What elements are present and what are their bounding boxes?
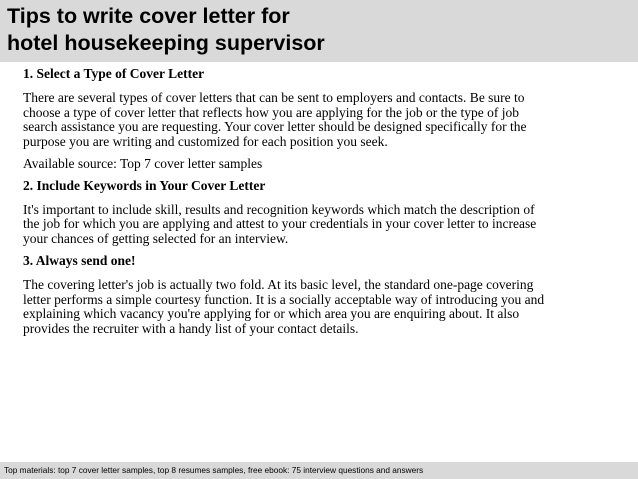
section-paragraph bbox=[23, 278, 623, 337]
paragraph-line: It's important to include skill, results and recognition keywords which match the description of bbox=[23, 201, 535, 217]
paragraph-line: provides the recruiter with a handy list of your contact details. bbox=[23, 321, 359, 337]
section-paragraph bbox=[23, 91, 623, 150]
section-include-keywords bbox=[23, 179, 623, 247]
paragraph-line: purpose you are writing and customized for each position you seek. bbox=[23, 134, 388, 150]
paragraph-line: The covering letter's job is actually two fold. At its basic level, the standard one-page covering bbox=[23, 276, 534, 292]
paragraph-line: your chances of getting selected for an interview. bbox=[23, 231, 289, 247]
footer-text: Top materials: top 7 cover letter samples, top 8 resumes samples, free ebook: 75 interview questions and answers bbox=[4, 465, 424, 475]
section-select-type bbox=[23, 67, 623, 172]
slide-body bbox=[23, 67, 623, 344]
section-always-send bbox=[23, 254, 623, 337]
section-heading: 2. Include Keywords in Your Cover Letter bbox=[23, 177, 266, 193]
slide-title bbox=[7, 3, 325, 57]
paragraph-line: search assistance you are requesting. Your cover letter should be designed specifically for the bbox=[23, 119, 527, 135]
available-source bbox=[23, 157, 623, 172]
paragraph-line: explaining which vacancy you're applying for or which area you are enquiring about. It also bbox=[23, 306, 520, 322]
slide-title-line-2: hotel housekeeping supervisor bbox=[7, 31, 325, 55]
section-paragraph bbox=[23, 203, 623, 247]
section-heading: 1. Select a Type of Cover Letter bbox=[23, 66, 205, 81]
paragraph-line: the job for which you are applying and attest to your credentials in your cover letter to increase bbox=[23, 216, 537, 232]
paragraph-line: letter performs a simple courtesy function. It is a socially acceptable way of introducing you and bbox=[23, 291, 545, 307]
paragraph-line: There are several types of cover letters that can be sent to employers and contacts. Be sure to bbox=[23, 89, 525, 105]
slide-title-line-1: Tips to write cover letter for bbox=[7, 4, 290, 28]
paragraph-line: choose a type of cover letter that reflects how you are applying for the job or the type of job bbox=[23, 104, 519, 120]
section-heading: 3. Always send one! bbox=[23, 252, 136, 268]
paragraph-line: Available source: Top 7 cover letter samples bbox=[23, 155, 263, 171]
